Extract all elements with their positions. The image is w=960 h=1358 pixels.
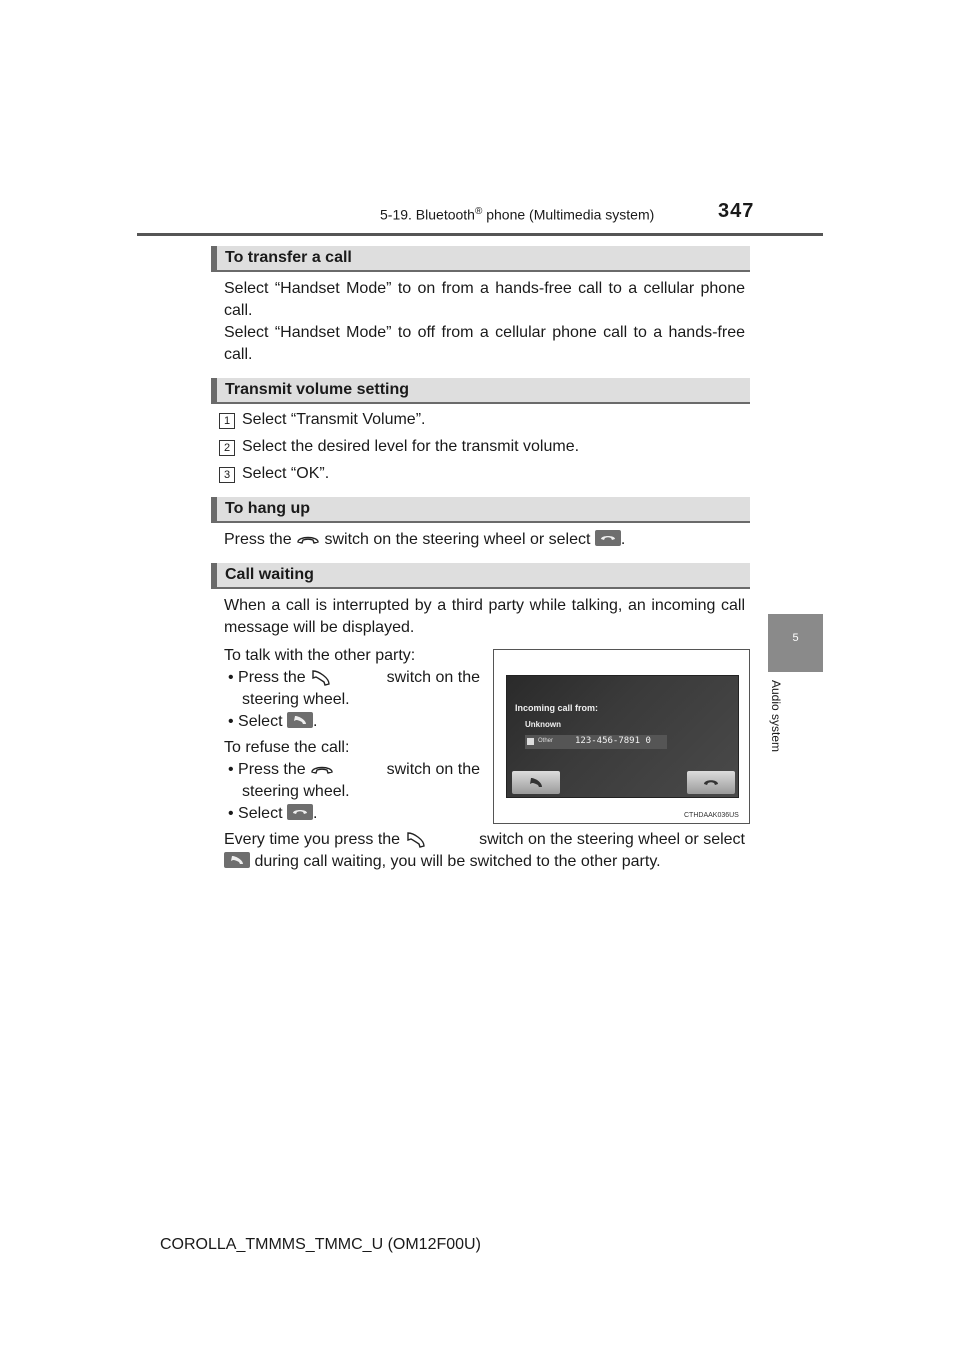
screen-illustration (493, 649, 750, 824)
header-section-suffix: phone (Multimedia system) (482, 206, 655, 223)
step-text-2: Select the desired level for the transmit volume. (242, 438, 580, 455)
step-number-1: 1 (219, 413, 235, 429)
screen-line-label: Other (538, 738, 554, 744)
screen-phone-number: 123-456-7891 0 (575, 736, 651, 746)
refuse-bullet-select-text: • Select (228, 805, 283, 822)
final-text-b: switch on the steering wheel or select (479, 831, 745, 848)
chapter-label-text: Audio system (769, 680, 783, 753)
decline-icon (703, 777, 719, 788)
transfer-line-2: Select “Handset Mode” to off from a cellular phone call to a hands-free call. (224, 324, 745, 363)
footer-document-id: COROLLA_TMMMS_TMMC_U (OM12F00U) (160, 1236, 481, 1253)
refuse-heading: To refuse the call: (224, 739, 350, 756)
pick-up-switch-icon (310, 668, 332, 688)
section-title: To hang up (225, 500, 311, 517)
page-number: 347 (718, 200, 755, 222)
pick-up-switch-icon (405, 830, 427, 850)
screen-decline-button (687, 771, 735, 794)
hang-up-switch-icon (296, 533, 320, 547)
talk-heading: To talk with the other party: (224, 647, 416, 664)
screen-line-icon (527, 738, 534, 745)
talk-bullet-steering: steering wheel. (242, 691, 350, 708)
hangup-text-middle: switch on the steering wheel or select (324, 531, 591, 548)
refuse-bullet-select: • Select . (228, 805, 318, 822)
section-heading-hangup (211, 497, 750, 523)
hang-up-button-icon (595, 530, 621, 546)
figure-code: CTHDAAK036US (684, 812, 739, 819)
section-heading-transfer (211, 246, 750, 272)
registered-mark: ® (474, 206, 483, 217)
refuse-bullet-press-a: • Press the (228, 761, 306, 778)
waiting-intro: When a call is interrupted by a third party while talking, an incoming call message will be displayed. (224, 597, 745, 636)
refuse-bullet-press-b: switch on the (386, 761, 480, 778)
header-section-prefix: 5-19. Bluetooth (380, 206, 475, 223)
talk-bullet-press-b: switch on the (386, 669, 480, 686)
hangup-instruction (224, 529, 625, 551)
step-text-3: Select “OK”. (242, 465, 330, 482)
refuse-bullet-steering: steering wheel. (242, 783, 350, 800)
hangup-text-before: Press the (224, 531, 292, 548)
step-number-2: 2 (219, 440, 235, 456)
talk-bullet-press-a: • Press the (228, 669, 306, 686)
screen-title: Incoming call from: (515, 703, 599, 713)
hang-up-switch-icon (310, 763, 334, 777)
header-rule (137, 233, 823, 236)
final-text-c: during call waiting, you will be switched to the other party. (254, 853, 661, 870)
answer-button-icon (224, 852, 250, 868)
running-header (380, 206, 654, 223)
transfer-line-1: Select “Handset Mode” to on from a hands-free call to a cellular phone call. (224, 280, 745, 319)
talk-bullet-select-text: • Select (228, 713, 283, 730)
hangup-text-after: . (620, 531, 626, 548)
answer-icon (528, 777, 544, 788)
chapter-label (769, 680, 800, 770)
section-title: Transmit volume setting (225, 381, 410, 398)
talk-bullet-press (228, 667, 480, 689)
section-heading-waiting (211, 563, 750, 589)
display-screen (506, 675, 739, 798)
chapter-tab (768, 614, 823, 672)
section-title: Call waiting (225, 566, 314, 583)
screen-caller: Unknown (525, 720, 561, 729)
step-number-3: 3 (219, 467, 235, 483)
final-text-a: Every time you press the (224, 831, 401, 848)
final-line-1 (224, 829, 745, 851)
hang-up-button-icon (287, 804, 313, 820)
talk-bullet-select: • Select . (228, 713, 318, 730)
refuse-bullet-press (228, 759, 480, 781)
screen-answer-button (512, 771, 560, 794)
screen-number-row (525, 735, 667, 749)
section-title: To transfer a call (225, 249, 352, 266)
section-heading-transmit (211, 378, 750, 404)
final-line-2 (224, 851, 661, 873)
chapter-number: 5 (792, 632, 799, 644)
answer-button-icon (287, 712, 313, 728)
step-text-1: Select “Transmit Volume”. (242, 411, 426, 428)
